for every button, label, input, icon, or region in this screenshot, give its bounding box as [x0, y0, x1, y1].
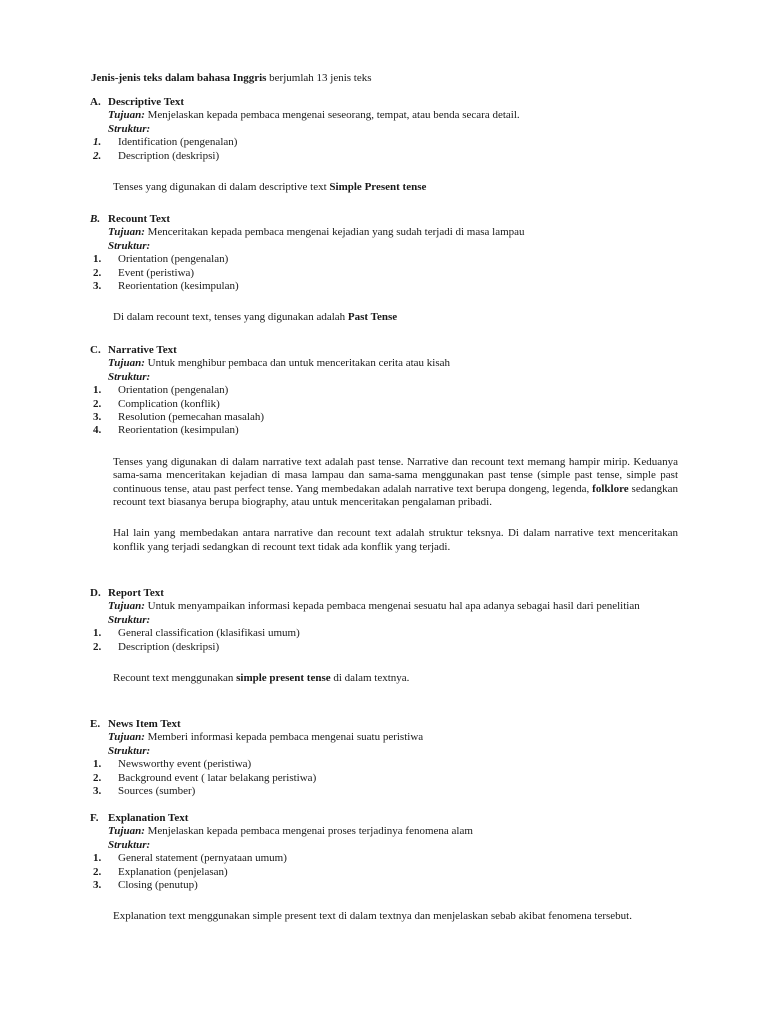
section-struktur-label: Struktur:: [108, 239, 151, 252]
list-item: 1. General statement (pernyataan umum): [93, 852, 287, 865]
list-item: 1. Newsworthy event (peristiwa): [93, 758, 252, 771]
section-paragraph: Tenses yang digunakan di dalam narrative text adalah past tense. Narrative dan recount text memang hampir mirip. Keduanya sama-sama menceritakan kejadian di masa lampau dan sama-sama menggunakan past tense (simple past tense, simple past continuous tense, atau past perfect tense. Yang membedakan adalah narrative text berupa dongeng, legenda, folklore sedangkan recount text biasanya berupa biography, atau untuk menceritakan pengalaman pribadi.: [113, 455, 678, 508]
section-tujuan: Tujuan: Untuk menghibur pembaca dan untuk menceritakan cerita atau kisah: [108, 357, 451, 370]
section-tujuan: Tujuan: Memberi informasi kepada pembaca mengenai suatu peristiwa: [108, 731, 424, 744]
list-item: 2. Event (peristiwa): [93, 266, 195, 279]
section-news-item: [90, 718, 690, 798]
list-item: 4. Reorientation (kesimpulan): [93, 424, 239, 437]
section-recount: [90, 213, 690, 325]
list-item: 3. Resolution (pemecahan masalah): [93, 410, 265, 423]
list-item: 2. Description (deskripsi): [93, 149, 220, 162]
list-item: 1. Identification (pengenalan): [93, 136, 238, 149]
list-item: 3. Sources (sumber): [93, 784, 196, 797]
section-paragraph: Explanation text menggunakan simple present text di dalam textnya dan menjelaskan sebab akibat fenomena tersebut.: [113, 910, 632, 923]
list-item: 3. Closing (penutup): [93, 878, 198, 891]
section-struktur-label: Struktur:: [108, 613, 151, 626]
section-tujuan: Tujuan: Untuk menyampaikan informasi kepada pembaca mengenai sesuatu hal apa adanya sebagai hasil dari penelitian: [108, 600, 640, 613]
section-title: D. Report Text: [90, 587, 164, 599]
section-title: B. Recount Text: [90, 213, 171, 225]
section-paragraph: Di dalam recount text, tenses yang digunakan adalah Past Tense: [113, 311, 398, 324]
section-struktur-label: Struktur:: [108, 370, 151, 383]
structure-list: [90, 758, 690, 798]
list-item: 1. Orientation (pengenalan): [93, 253, 229, 266]
list-item: 1. General classification (klasifikasi umum): [93, 627, 300, 640]
list-item: 1. Orientation (pengenalan): [93, 384, 229, 397]
section-tujuan: Tujuan: Menceritakan kepada pembaca mengenai kejadian yang sudah terjadi di masa lampau: [108, 226, 525, 239]
section-tujuan: Tujuan: Menjelaskan kepada pembaca mengenai proses terjadinya fenomena alam: [108, 825, 473, 838]
section-title: C. Narrative Text: [90, 344, 177, 356]
intro-rest: berjumlah 13 jenis teks: [266, 72, 372, 84]
list-item: 2. Background event ( latar belakang peristiwa): [93, 771, 317, 784]
structure-list: [90, 627, 690, 654]
section-descriptive: [90, 96, 690, 194]
section-report: [90, 587, 690, 685]
section-explanation: [90, 812, 690, 924]
list-item: 3. Reorientation (kesimpulan): [93, 279, 239, 292]
structure-list: [90, 253, 690, 293]
structure-list: [90, 852, 690, 892]
section-paragraph: Recount text menggunakan simple present tense di dalam textnya.: [113, 671, 410, 684]
section-paragraph: Hal lain yang membedakan antara narrative dan recount text adalah struktur teksnya. Di dalam narrative text menceritakan konflik yang terjadi sedangkan di recount text tidak ada konflik yang terjadi.: [113, 527, 678, 553]
list-item: 2. Complication (konflik): [93, 397, 220, 410]
section-struktur-label: Struktur:: [108, 838, 151, 851]
section-struktur-label: Struktur:: [108, 122, 151, 135]
list-item: 2. Explanation (penjelasan): [93, 865, 228, 878]
structure-list: [90, 384, 690, 438]
intro-line: [91, 72, 691, 85]
section-struktur-label: Struktur:: [108, 744, 151, 757]
section-title: E. News Item Text: [90, 718, 181, 730]
section-paragraph: Tenses yang digunakan di dalam descriptive text Simple Present tense: [113, 180, 427, 193]
structure-list: [90, 136, 690, 163]
section-tujuan: Tujuan: Menjelaskan kepada pembaca mengenai seseorang, tempat, atau benda secara detail.: [108, 109, 520, 122]
list-item: 2. Description (deskripsi): [93, 640, 220, 653]
section-title: F. Explanation Text: [90, 812, 189, 824]
section-title: A. Descriptive Text: [90, 96, 185, 108]
intro-bold: Jenis-jenis teks dalam bahasa Inggris: [91, 72, 267, 84]
section-narrative: [90, 344, 690, 554]
